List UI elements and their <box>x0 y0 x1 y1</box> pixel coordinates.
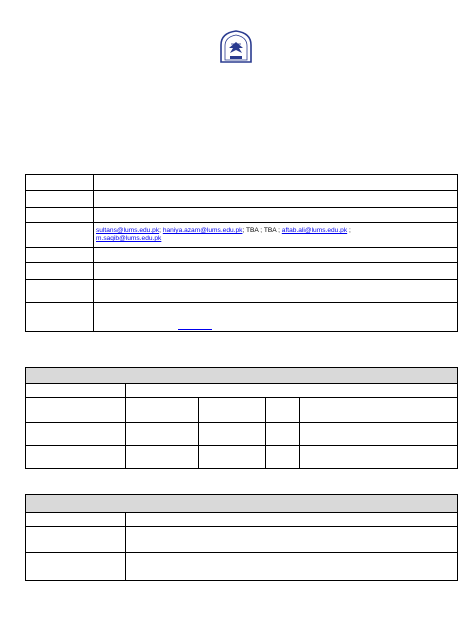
table-header <box>26 495 458 513</box>
row-label <box>26 280 94 303</box>
table-cell <box>126 527 458 553</box>
table-cell <box>26 527 126 553</box>
email-link[interactable]: m.saqib@lums.edu.pk <box>96 235 162 243</box>
table-cell <box>300 446 458 469</box>
table-cell <box>26 513 126 527</box>
table-cell <box>26 423 126 446</box>
schedule-table <box>25 367 458 469</box>
table-row-emails <box>26 223 458 248</box>
row-value <box>94 175 458 191</box>
email-link[interactable]: haniya.azam@lums.edu.pk <box>162 227 243 234</box>
table-row <box>26 208 458 223</box>
row-label <box>26 175 94 191</box>
row-label <box>26 248 94 263</box>
table-cell <box>126 513 458 527</box>
table-cell <box>26 446 126 469</box>
row-value <box>94 191 458 208</box>
table-header-row <box>26 495 458 513</box>
row-label <box>26 208 94 223</box>
table-row <box>26 446 458 469</box>
table-cell <box>26 384 126 398</box>
table-row <box>26 191 458 208</box>
table-cell <box>266 423 300 446</box>
table-cell <box>126 553 458 581</box>
table-header-row <box>26 368 458 384</box>
table-row <box>26 384 458 398</box>
table-cell <box>266 398 300 423</box>
details-table <box>25 494 458 581</box>
table-row <box>26 280 458 303</box>
table-row <box>26 175 458 191</box>
table-row <box>26 248 458 263</box>
row-label <box>26 191 94 208</box>
table-cell <box>300 398 458 423</box>
email-link[interactable]: sultans@lums.edu.pk <box>96 227 160 234</box>
table-cell <box>300 423 458 446</box>
table-cell <box>26 398 126 423</box>
table-cell <box>266 446 300 469</box>
table-row <box>26 398 458 423</box>
row-value <box>94 263 458 280</box>
row-label <box>26 263 94 280</box>
table-row <box>26 513 458 527</box>
table-row <box>26 303 458 332</box>
row-value <box>94 208 458 223</box>
table-cell <box>126 446 199 469</box>
table-row <box>26 553 458 581</box>
table-cell <box>26 553 126 581</box>
table-cell <box>126 398 199 423</box>
email-link[interactable]: aftab.ali@lums.edu.pk <box>281 227 348 234</box>
table-cell <box>126 423 199 446</box>
row-label <box>26 303 94 332</box>
table-cell <box>199 446 266 469</box>
table-cell <box>126 384 458 398</box>
row-value <box>94 303 458 332</box>
row-label <box>26 223 94 248</box>
row-value <box>94 280 458 303</box>
hyperlink-underline[interactable] <box>178 329 212 330</box>
table-cell <box>199 398 266 423</box>
email-list: sultans@lums.edu.pk; haniya.azam@lums.edu.pk; TBA ; TBA ; aftab.ali@lums.edu.pk ; m.saqib@lums.edu.pk <box>94 223 458 248</box>
lums-crest-icon <box>218 29 254 65</box>
row-value <box>94 248 458 263</box>
table-cell <box>199 423 266 446</box>
table-header <box>26 368 458 384</box>
course-info-table <box>25 174 458 332</box>
table-row <box>26 423 458 446</box>
table-row <box>26 263 458 280</box>
table-row <box>26 527 458 553</box>
